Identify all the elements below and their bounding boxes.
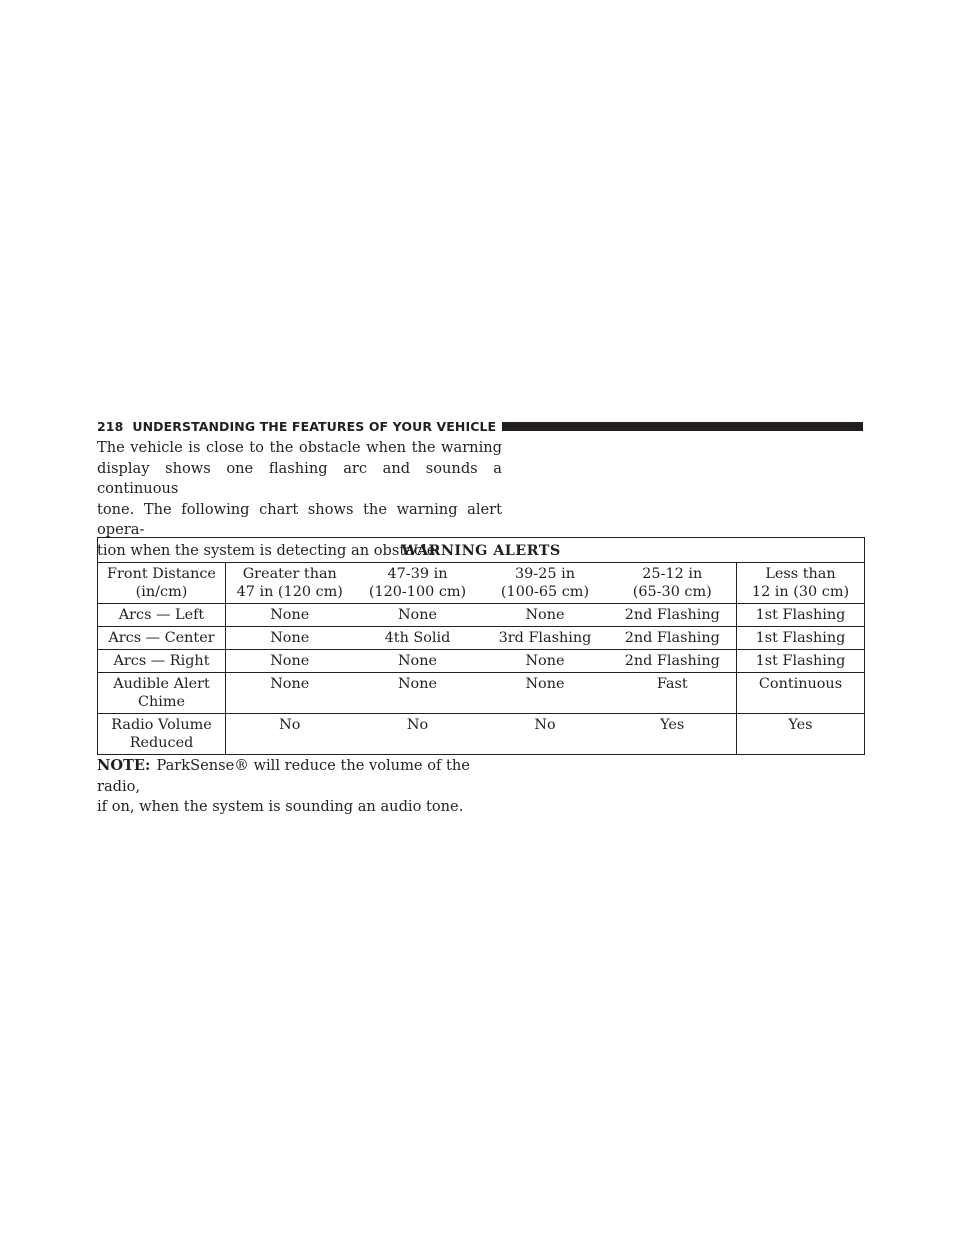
- page-header-text: [97, 419, 496, 434]
- intro-line: display shows one flashing arc and sounds a continuous: [97, 459, 502, 497]
- table-cell: Continuous: [737, 673, 865, 714]
- table-cell: None: [226, 673, 354, 714]
- table-cell: No: [482, 714, 609, 755]
- column-header-line: 25-12 in: [642, 566, 703, 582]
- column-header-line: Less than: [765, 566, 836, 582]
- table-cell: 1st Flashing: [737, 604, 865, 627]
- table-row: [98, 673, 865, 714]
- row-label: [98, 673, 226, 714]
- table-cell: No: [354, 714, 482, 755]
- column-header-distance: [98, 563, 226, 604]
- table-row: [98, 714, 865, 755]
- row-label: [98, 604, 226, 627]
- table-cell: None: [226, 627, 354, 650]
- table-cell: 1st Flashing: [737, 650, 865, 673]
- column-header-line: 47-39 in: [387, 566, 448, 582]
- table-row: [98, 650, 865, 673]
- warning-alerts-table: [97, 537, 865, 755]
- section-title: UNDERSTANDING THE FEATURES OF YOUR VEHICLE: [132, 418, 497, 434]
- table-cell: None: [482, 673, 609, 714]
- table-title-row: [98, 538, 865, 563]
- column-header-line: (100-65 cm): [500, 584, 590, 600]
- header-rule: [502, 422, 863, 431]
- intro-line: tone. The following chart shows the warning alert opera-: [97, 500, 502, 538]
- intro-line: The vehicle is close to the obstacle when the warning: [97, 439, 502, 456]
- row-label-line: Audible Alert: [113, 676, 210, 692]
- row-label-line: Arcs — Right: [113, 653, 210, 669]
- column-header-line: 12 in (30 cm): [751, 584, 850, 600]
- note-paragraph: [97, 756, 507, 818]
- page-number: 218: [97, 418, 124, 434]
- table-cell: 2nd Flashing: [609, 627, 737, 650]
- table-cell: None: [354, 673, 482, 714]
- column-header-line: (65-30 cm): [632, 584, 712, 600]
- row-label: [98, 650, 226, 673]
- row-label-line: Reduced: [129, 735, 194, 751]
- note-label: NOTE:: [97, 757, 151, 774]
- column-header-distance-line: Front Distance: [107, 566, 216, 582]
- table-row: [98, 604, 865, 627]
- table-cell: Yes: [737, 714, 865, 755]
- table-cell: 2nd Flashing: [609, 604, 737, 627]
- table-cell: Yes: [609, 714, 737, 755]
- row-label-line: Arcs — Center: [108, 630, 215, 646]
- column-header-line: 39-25 in: [515, 566, 575, 582]
- table-row: [98, 627, 865, 650]
- table-cell: None: [482, 650, 609, 673]
- column-header: [609, 563, 737, 604]
- table-cell: None: [482, 604, 609, 627]
- table-body: [98, 563, 865, 755]
- table-cell: No: [226, 714, 354, 755]
- note-line: ParkSense® will reduce the volume of the radio,: [97, 757, 470, 795]
- table-title: WARNING ALERTS: [98, 538, 865, 563]
- table-cell: 3rd Flashing: [482, 627, 609, 650]
- row-label-line: Radio Volume: [111, 717, 212, 733]
- row-label: [98, 627, 226, 650]
- table-cell: 2nd Flashing: [609, 650, 737, 673]
- table-cell: None: [354, 650, 482, 673]
- table-cell: None: [226, 604, 354, 627]
- intro-line: tion when the system is detecting an obstacle:: [97, 541, 441, 559]
- row-label: [98, 714, 226, 755]
- table-cell: Fast: [609, 673, 737, 714]
- column-header-line: Greater than: [242, 566, 337, 582]
- column-header-line: (120-100 cm): [368, 584, 467, 600]
- column-header-line: 47 in (120 cm): [236, 584, 343, 600]
- table-cell: 1st Flashing: [737, 627, 865, 650]
- table-cell: 4th Solid: [354, 627, 482, 650]
- table-header-row: [98, 563, 865, 604]
- row-label-line: Arcs — Left: [118, 607, 205, 623]
- column-header: [226, 563, 354, 604]
- table-cell: None: [226, 650, 354, 673]
- column-header-distance-line: (in/cm): [135, 584, 188, 600]
- column-header: [482, 563, 609, 604]
- column-header: [354, 563, 482, 604]
- table-cell: None: [354, 604, 482, 627]
- note-line: if on, when the system is sounding an audio tone.: [97, 798, 464, 815]
- column-header: [737, 563, 865, 604]
- row-label-line: Chime: [137, 694, 186, 710]
- page-header: [97, 416, 863, 436]
